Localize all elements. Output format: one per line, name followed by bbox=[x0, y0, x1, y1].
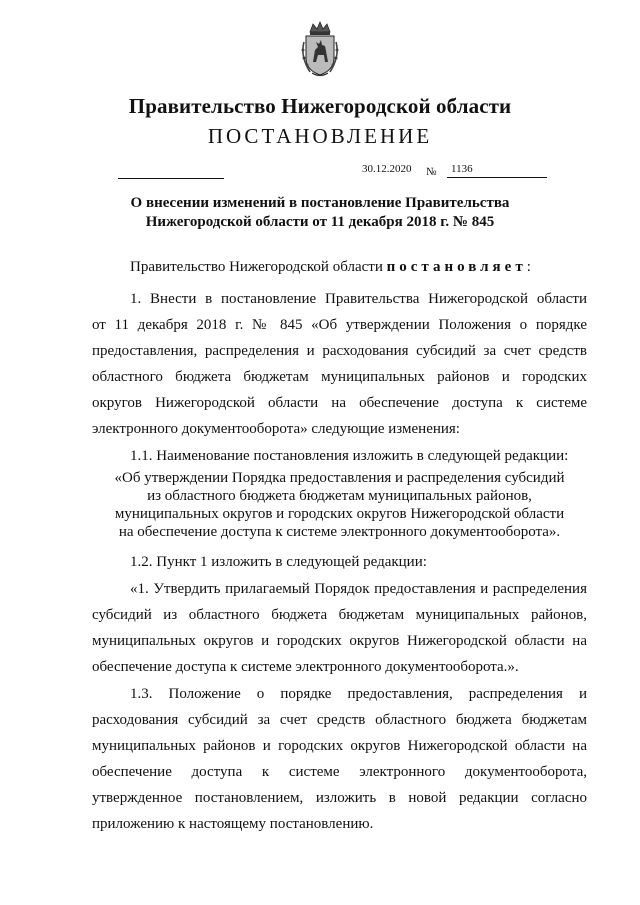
number-sign: № bbox=[426, 166, 437, 178]
heading-line: О внесении изменений в постановление Правительства bbox=[130, 195, 510, 211]
document-number: 1136 bbox=[447, 161, 547, 178]
quote-line: муниципальных округов и городских округов Нижегородской области bbox=[114, 506, 565, 522]
text-line: областного бюджета бюджетам муниципальных районов и городских bbox=[92, 369, 587, 385]
paragraph-1-2 bbox=[92, 549, 587, 575]
document-date: 30.12.2020 bbox=[362, 163, 412, 175]
government-title: Правительство Нижегородской области bbox=[128, 94, 512, 118]
quote-line: «Об утверждении Порядка предоставления и распределения субсидий bbox=[114, 470, 565, 486]
intro-suffix: : bbox=[526, 259, 531, 275]
text-line: обеспечение доступа к системе электронного документооборота.». bbox=[92, 659, 519, 675]
text-line: 1.1. Наименование постановления изложить в следующей редакции: bbox=[130, 448, 569, 464]
document-heading bbox=[80, 194, 560, 232]
heading-line: Нижегородской области от 11 декабря 2018 г. № 845 bbox=[145, 214, 495, 230]
text-line: предоставления, распределения и расходования субсидий за счет средств bbox=[92, 343, 587, 359]
paragraph-1-2-quote bbox=[92, 576, 587, 680]
coat-of-arms-icon bbox=[298, 20, 342, 78]
paragraph-1 bbox=[92, 286, 587, 442]
text-line: субсидий из областного бюджета бюджетам муниципальных районов, bbox=[92, 607, 587, 623]
text-line: муниципальных районов и городских округов Нижегородской области на bbox=[92, 738, 587, 754]
quoted-title bbox=[92, 469, 587, 541]
blank-line bbox=[118, 178, 224, 179]
intro-prefix: Правительство Нижегородской области bbox=[130, 259, 387, 275]
intro-keyword: постановляет bbox=[386, 259, 527, 275]
text-line: приложению к настоящему постановлению. bbox=[92, 816, 374, 832]
quote-line: из областного бюджета бюджетам муниципальных районов, bbox=[147, 488, 532, 504]
text-line: электронного документооборота» следующие изменения: bbox=[92, 421, 460, 437]
text-line: муниципальных округов и городских округов Нижегородской области на bbox=[92, 633, 587, 649]
text-line: округов Нижегородской области на обеспечение доступа к системе bbox=[92, 395, 587, 411]
text-line: от 11 декабря 2018 г. № 845 «Об утверждении Положения о порядке bbox=[92, 317, 587, 333]
text-line: 1.2. Пункт 1 изложить в следующей редакции: bbox=[130, 554, 427, 570]
paragraph-1-3 bbox=[92, 681, 587, 837]
text-line: обеспечение доступа к системе электронного документооборота, bbox=[92, 764, 587, 780]
intro-paragraph bbox=[130, 259, 531, 276]
quote-line: на обеспечение доступа к системе электронного документооборота». bbox=[118, 524, 561, 540]
text-line: 1. Внести в постановление Правительства Нижегородской области bbox=[130, 291, 587, 307]
text-line: «1. Утвердить прилагаемый Порядок предоставления и распределения bbox=[130, 581, 587, 597]
text-line: 1.3. Положение о порядке предоставления, распределения и bbox=[130, 686, 587, 702]
text-line: утвержденное постановлением, изложить в новой редакции согласно bbox=[92, 790, 587, 806]
text-line: расходования субсидий за счет средств областного бюджета бюджетам bbox=[92, 712, 587, 728]
paragraph-1-1 bbox=[92, 443, 587, 469]
document-type: ПОСТАНОВЛЕНИЕ bbox=[207, 124, 433, 148]
